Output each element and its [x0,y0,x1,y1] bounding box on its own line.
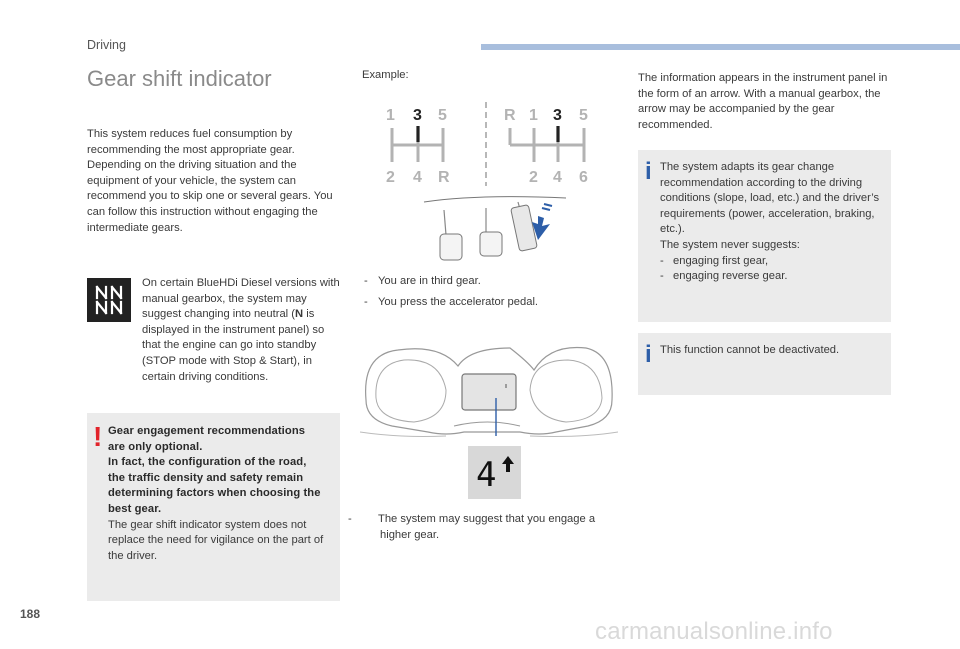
section-label: Driving [87,38,126,52]
header-bar [481,44,960,50]
info-box-text: This function cannot be deactivated. [660,344,840,356]
gear-label: R [504,107,516,124]
gear-label: 1 [529,107,538,124]
bullet-item: - You press the accelerator pedal. [364,296,539,308]
warning-text: Gear engagement recommendations are only optional. In fact, the configuration of the road, the traffic density and safety remain determining factors when choosing the best gear. The gear shift indicator system does not replace the need for vigilance on the part of the driver. [108,425,324,562]
gear-label: 5 [579,107,588,124]
gearbox-diagram [380,98,612,190]
neutral-paragraph: On certain BlueHDi Diesel versions with manual gearbox, the system may suggest changing into neutral (N is displayed in the instrument panel) so that the engine can go into standby (STOP mode with Stop & Start), in certain driving conditions. [142,277,340,383]
info-icon: i [645,158,652,185]
instrument-panel-illustration [360,340,618,440]
gear-label: 5 [438,107,447,124]
gear-label: 6 [579,169,588,186]
info-paragraph: The information appears in the instrument panel in the form of an arrow. With a manual gearbox, the arrow may be accompanied by the gear recommended. [638,72,888,131]
gear-label: 4 [413,169,422,186]
page-title: Gear shift indicator [87,66,272,91]
gear-label-current: 3 [413,107,422,124]
gear-display-box [468,446,521,499]
neutral-N-icon [87,278,131,322]
bullet-item: - You are in third gear. [364,275,481,287]
warning-icon: ! [93,421,103,452]
page-number: 188 [20,607,41,621]
intro-paragraph: This system reduces fuel consumption by recommending the most appropriate gear. Depending on the driving situation and the equipment of your vehicle, the system can recommend you to skip one or several gears. You can follow this instruction without engaging the intermediate gears. [87,128,333,234]
example-label: Example: [362,69,409,81]
info-icon: i [645,341,652,368]
gear-label: 4 [553,169,562,186]
gear-label: 2 [386,169,395,186]
info-box-text: The system adapts its gear change recommendation according to the driving conditions (slope, load, etc.) and the driver’s requirements (power, acceleration, braking, etc.). The system never suggests: - engaging first gear, - engaging reverse gear. [660,161,880,283]
arrow-up-icon [502,456,514,472]
gear-label-current: 3 [553,107,562,124]
pedals-illustration [420,194,570,266]
footer-watermark: carmanualsonline.info [595,618,833,645]
gear-label: 2 [529,169,538,186]
recommended-gear: 4 [476,455,497,495]
gear-label: R [438,169,450,186]
bullet-item: - The system may suggest that you engage a higher gear. [348,513,596,541]
gear-label: 1 [386,107,395,124]
